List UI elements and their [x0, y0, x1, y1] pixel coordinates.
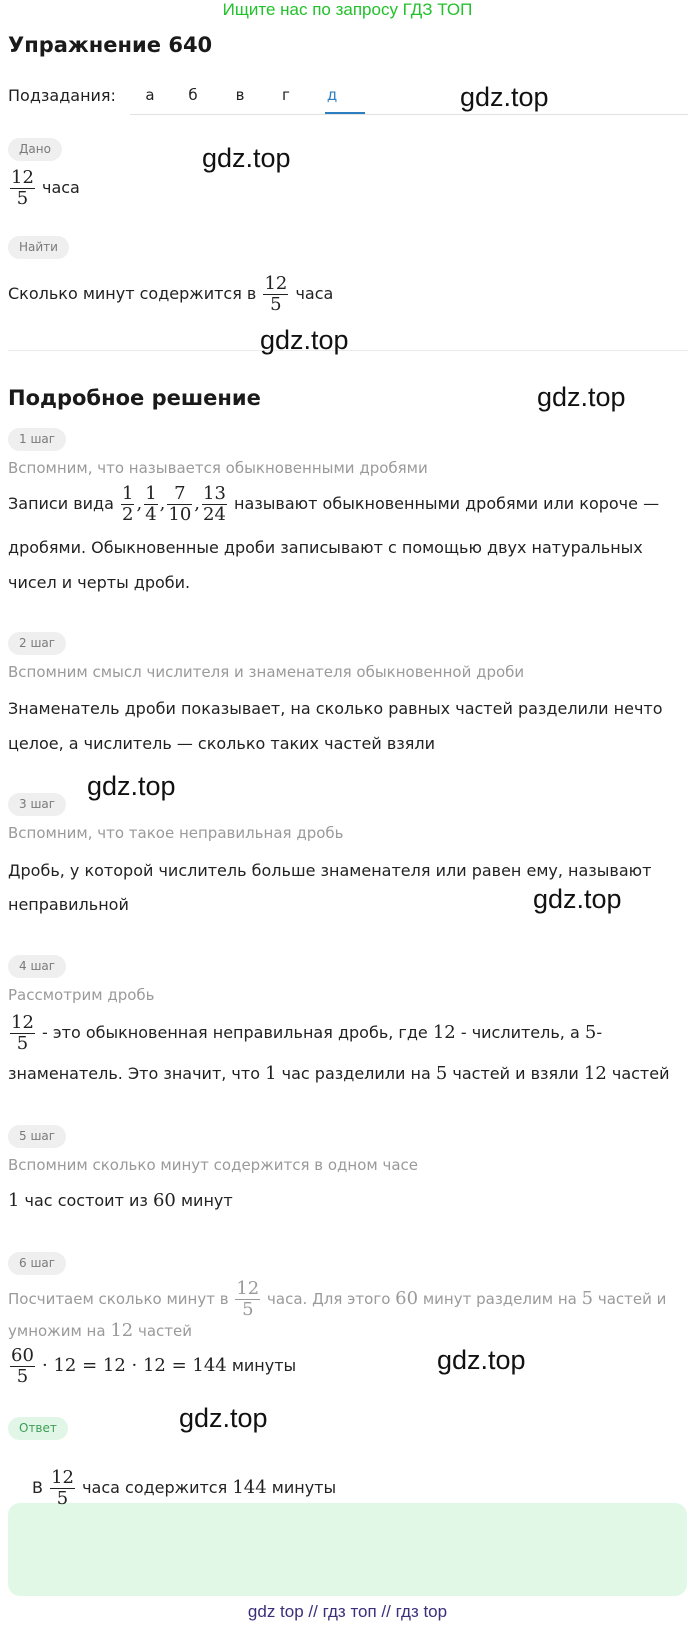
active-tab-indicator	[325, 112, 365, 114]
find-fraction: $\frac{12}{5}$	[264, 273, 288, 315]
step-4-fraction: $\frac{12}{5}$	[11, 1012, 34, 1054]
step-2-line-2: целое, а числитель — сколько таких частей взяли	[8, 734, 435, 753]
step-3-line-1: Дробь, у которой числитель больше знаменателя или равен ему, называют	[8, 861, 652, 880]
subtasks-label: Подзадания:	[8, 86, 116, 105]
watermark: gdz.top	[537, 382, 626, 412]
step-6-equation: $\frac{60}{5}$ · 12 = 12 · 12 = 144 минуты	[11, 1345, 297, 1387]
step-2-badge: 2 шаг	[8, 632, 66, 655]
answer-text: В $\frac{12}{5}$ часа содержится 144 минуты	[32, 1467, 337, 1509]
watermark: gdz.top	[87, 771, 176, 801]
watermark: gdz.top	[533, 884, 622, 914]
find-text: Сколько минут содержится в $\frac{12}{5}$ часа	[8, 273, 334, 315]
step-1-line-2: дробями. Обыкновенные дроби записывают с помощью двух натуральных	[8, 538, 643, 557]
step-4-badge: 4 шаг	[8, 955, 66, 978]
step-4-line-1: $\frac{12}{5}$ - это обыкновенная неправильная дробь, где 12 - числитель, а 5-	[11, 1012, 603, 1054]
step-1-badge: 1 шаг	[8, 428, 66, 451]
tab-b[interactable]: б	[188, 86, 198, 104]
watermark: gdz.top	[179, 1403, 268, 1433]
step-2-hint: Вспомним смысл числителя и знаменателя обыкновенной дроби	[8, 663, 525, 681]
step-3-hint: Вспомним, что такое неправильная дробь	[8, 824, 344, 842]
step-2-line-1: Знаменатель дроби показывает, на сколько равных частей разделили нечто	[8, 699, 663, 718]
step-1-hint: Вспомним, что называется обыкновенными дробями	[8, 459, 428, 477]
step-5-line-1: 1 час состоит из 60 минут	[8, 1190, 233, 1211]
equation-fraction: $\frac{60}{5}$	[11, 1345, 34, 1387]
given-fraction: $\frac{12}{5}$	[11, 167, 34, 209]
step-3-badge: 3 шаг	[8, 793, 66, 816]
step-1-line-3: чисел и черты дроби.	[8, 573, 191, 592]
fraction-1-2: $\frac{1}{2}$	[122, 483, 134, 525]
step-6-hint-line-2: умножим на 12 частей	[8, 1320, 193, 1341]
solution-title: Подробное решение	[8, 386, 261, 410]
watermark: gdz.top	[437, 1345, 526, 1375]
step-6-hint-line-1: Посчитаем сколько минут в $\frac{12}{5}$ часа. Для этого 60 минут разделим на 5 частей и	[8, 1278, 667, 1320]
step-5-badge: 5 шаг	[8, 1125, 66, 1148]
fraction-1-4: $\frac{1}{4}$	[145, 483, 157, 525]
step-4-line-2: знаменатель. Это значит, что 1 час разделили на 5 частей и взяли 12 частей	[8, 1063, 670, 1084]
find-badge: Найти	[8, 236, 69, 259]
watermark: gdz.top	[460, 82, 549, 112]
step-1-line-1: Записи вида $\frac{1}{2}$ , $\frac{1}{4}$ , $\frac{7}{10}$ , $\frac{13}{24}$ называют обыкновенными дробями или короче —	[8, 483, 660, 525]
subtasks-tabs	[130, 76, 688, 115]
tab-g[interactable]: г	[282, 86, 290, 104]
step-6-hint-fraction: $\frac{12}{5}$	[236, 1278, 260, 1320]
watermark: gdz.top	[202, 143, 291, 173]
page-title: Упражнение 640	[8, 33, 213, 57]
tab-a[interactable]: а	[145, 86, 155, 104]
top-banner: Ищите нас по запросу ГДЗ ТОП	[222, 0, 473, 19]
watermark: gdz.top	[260, 325, 349, 355]
answer-fraction: $\frac{12}{5}$	[51, 1467, 74, 1509]
step-5-hint: Вспомним сколько минут содержится в одном часе	[8, 1156, 418, 1174]
given-badge: Дано	[8, 138, 62, 161]
given-value: $\frac{12}{5}$ часа	[11, 167, 80, 209]
step-4-hint: Рассмотрим дробь	[8, 986, 155, 1004]
step-3-line-2: неправильной	[8, 895, 129, 914]
fraction-13-24: $\frac{13}{24}$	[203, 483, 226, 525]
footer-links[interactable]: gdz top // гдз топ // гдз top	[247, 1602, 448, 1621]
answer-box	[8, 1503, 687, 1596]
answer-badge: Ответ	[8, 1417, 68, 1440]
fraction-7-10: $\frac{7}{10}$	[168, 483, 192, 525]
tab-d[interactable]: д	[326, 86, 338, 104]
tab-v[interactable]: в	[235, 86, 245, 104]
step-6-badge: 6 шаг	[8, 1252, 66, 1275]
